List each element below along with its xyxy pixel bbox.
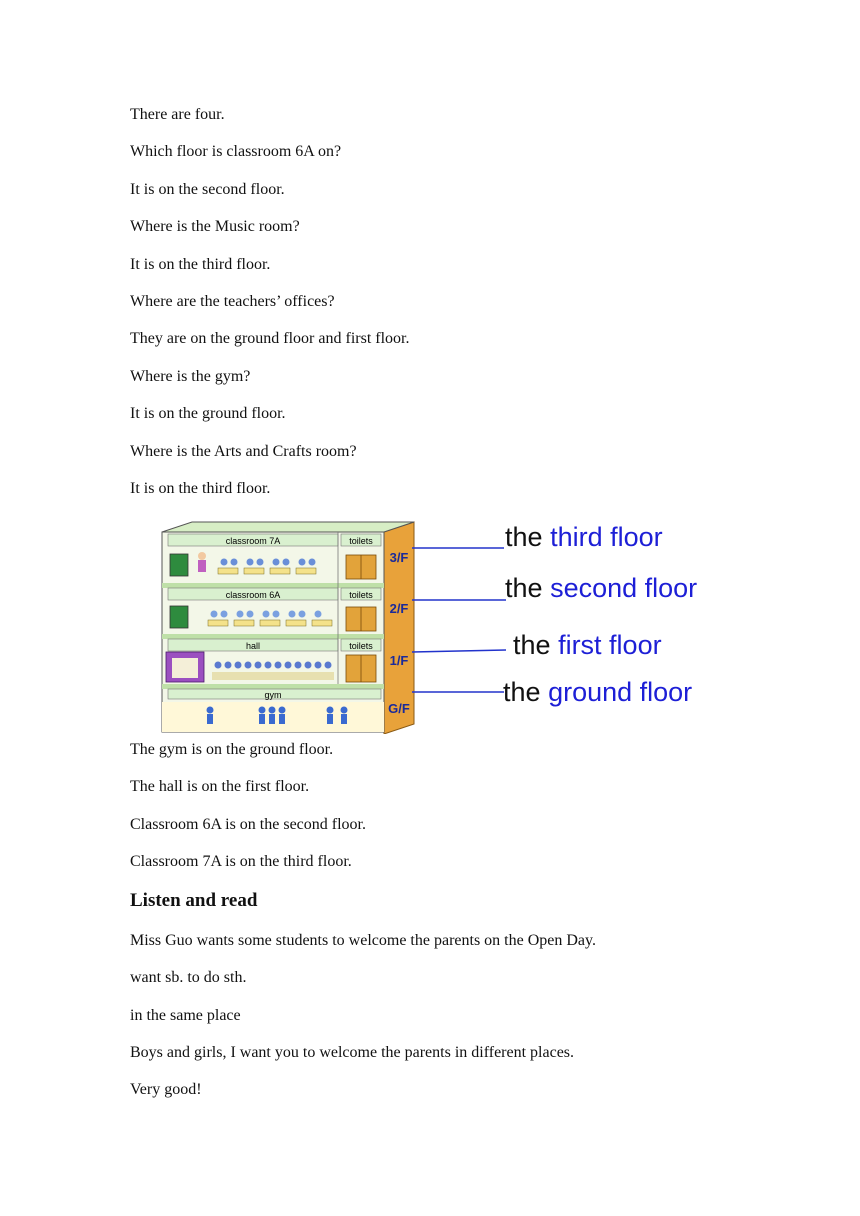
text-line: Where is the Music room? (130, 218, 300, 235)
callout-third-floor (505, 521, 663, 553)
text-line: Where is the gym? (130, 368, 251, 385)
section-heading: Listen and read (130, 890, 258, 911)
callout-floor-name: ground floor (548, 677, 693, 707)
callout-pointer-lines (410, 540, 510, 700)
text-line: Very good! (130, 1081, 202, 1098)
text-line: Miss Guo wants some students to welcome the parents on the Open Day. (130, 932, 596, 949)
text-line: Where is the Arts and Crafts room? (130, 443, 357, 460)
text-line: Classroom 7A is on the third floor. (130, 853, 352, 870)
callout-second-floor (505, 572, 697, 604)
room-label-gym: gym (264, 690, 282, 700)
callout-floor-name: first floor (558, 630, 662, 660)
room-label-classroom-6a: classroom 6A (225, 590, 281, 600)
text-line: The gym is on the ground floor. (130, 741, 334, 758)
callout-ground-floor (503, 676, 692, 708)
text-line: Which floor is classroom 6A on? (130, 143, 342, 160)
callout-prefix: the (503, 677, 541, 707)
room-label-toilets: toilets (349, 641, 373, 651)
room-label-hall: hall (245, 641, 261, 651)
text-line: Classroom 6A is on the second floor. (130, 816, 366, 833)
floor-tag-gf: G/F (388, 701, 410, 716)
school-building-illustration (158, 520, 420, 734)
text-line: It is on the second floor. (130, 181, 285, 198)
text-line: They are on the ground floor and first floor. (130, 330, 410, 347)
floor-tag-3f: 3/F (389, 550, 409, 565)
text-line: want sb. to do sth. (130, 969, 247, 986)
text-line: in the same place (130, 1007, 241, 1024)
room-label-classroom-7a: classroom 7A (225, 536, 281, 546)
room-label-toilets: toilets (349, 590, 373, 600)
text-line: It is on the ground floor. (130, 405, 286, 422)
callout-floor-name: second floor (550, 573, 698, 603)
callout-prefix: the (513, 630, 551, 660)
text-line: It is on the third floor. (130, 256, 271, 273)
text-line: Boys and girls, I want you to welcome the parents in different places. (130, 1044, 575, 1061)
room-label-toilets: toilets (349, 536, 373, 546)
callout-floor-name: third floor (550, 522, 663, 552)
callout-prefix: the (505, 522, 543, 552)
text-line: There are four. (130, 106, 225, 123)
callout-prefix: the (505, 573, 543, 603)
floor-tag-2f: 2/F (389, 601, 409, 616)
callout-first-floor (513, 629, 662, 661)
text-line: The hall is on the first floor. (130, 778, 310, 795)
text-line: Where are the teachers’ offices? (130, 293, 335, 310)
floor-tag-1f: 1/F (389, 653, 409, 668)
text-line: It is on the third floor. (130, 480, 271, 497)
